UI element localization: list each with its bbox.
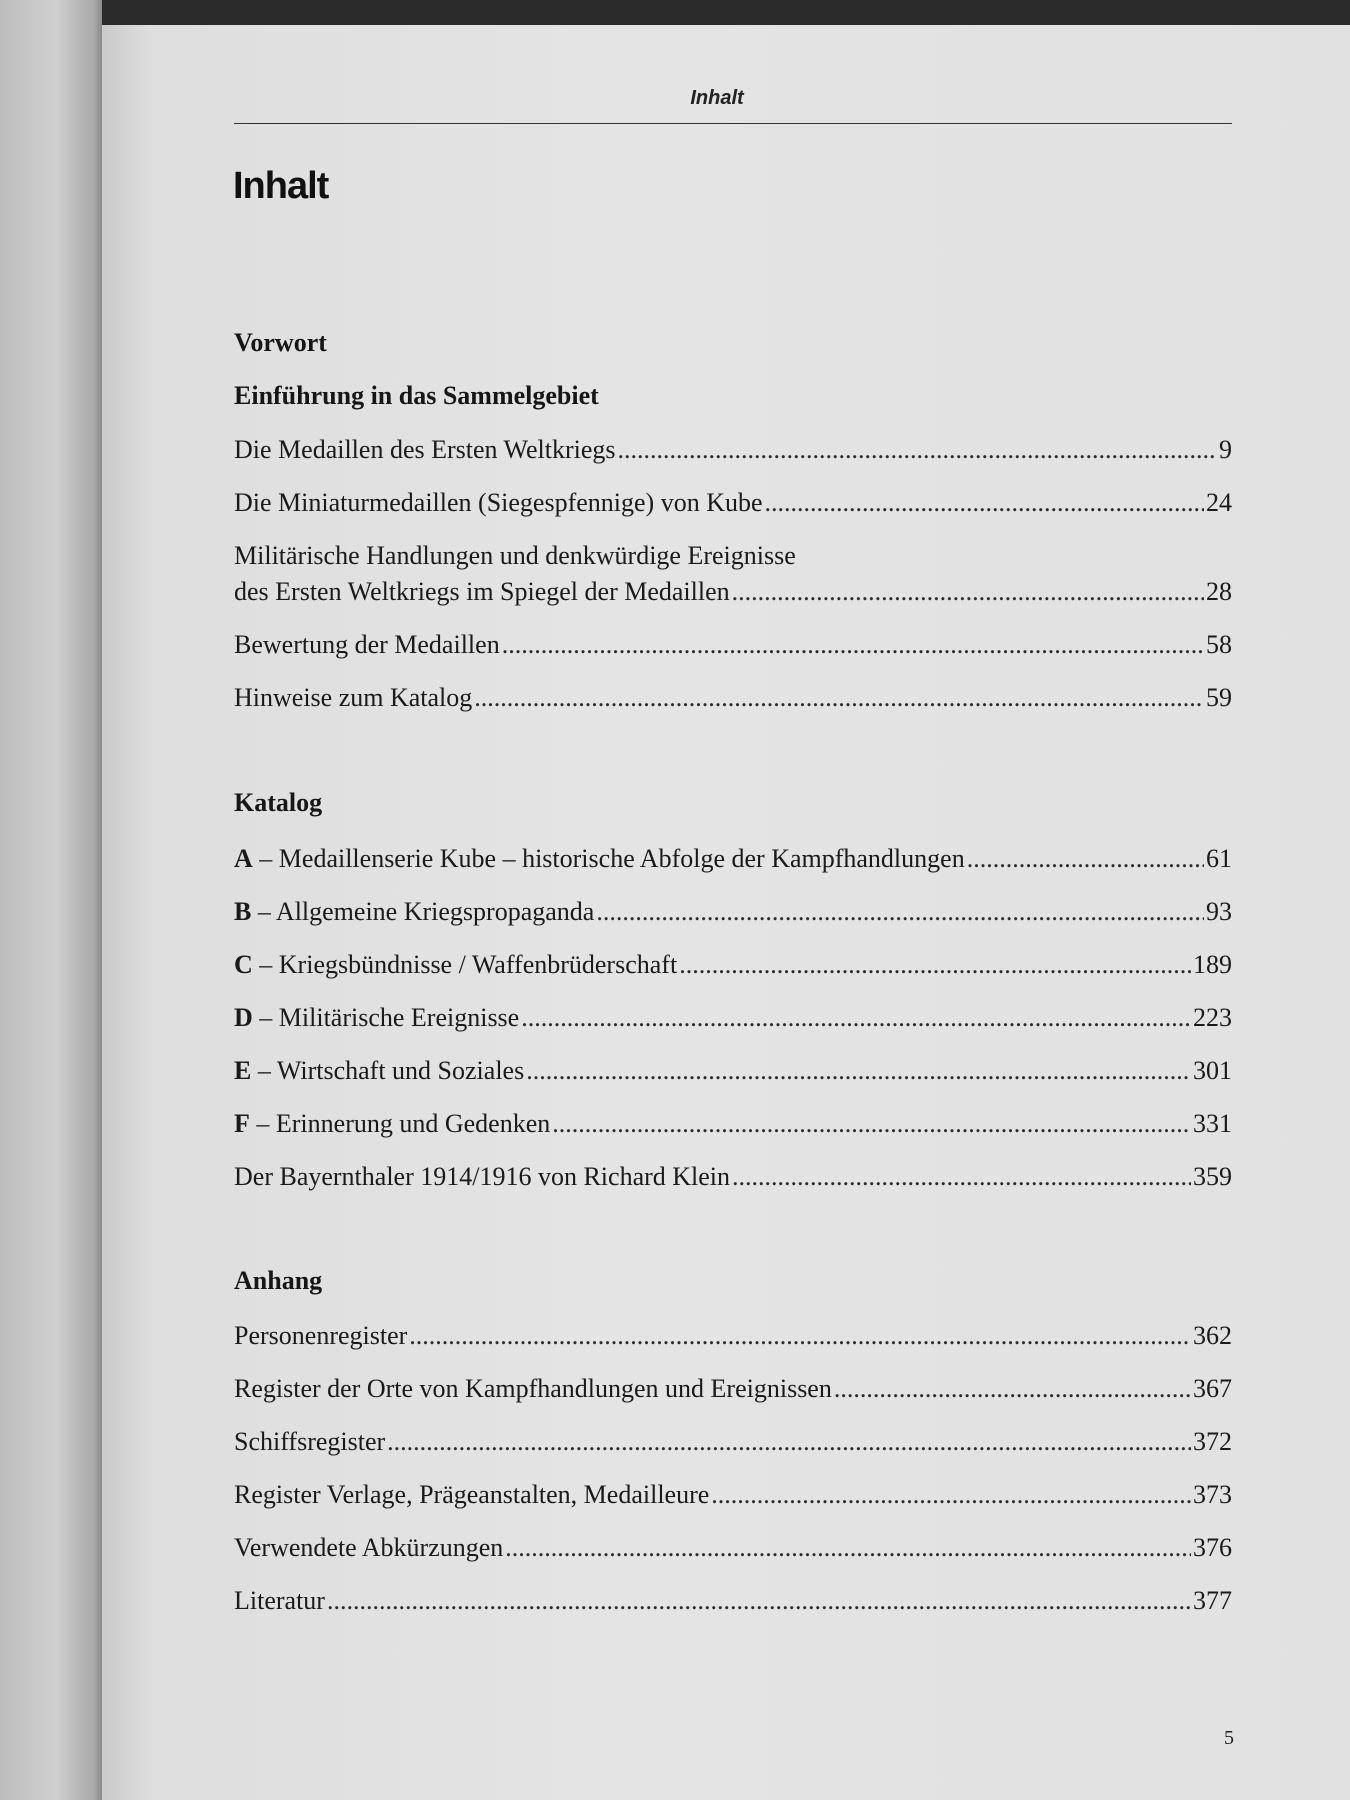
toc-entry	[234, 680, 1232, 716]
toc-entry-page: 359	[1193, 1162, 1232, 1191]
toc-entry-page: 372	[1193, 1427, 1232, 1456]
toc-entry	[234, 1318, 1232, 1354]
toc-entry	[234, 1159, 1232, 1195]
toc-entry-page: 59	[1206, 683, 1232, 712]
leader-dots	[526, 1053, 1191, 1089]
toc-entry: B – Allgemeine Kriegspropaganda ..... 93	[234, 894, 1232, 930]
toc-entry-page: 376	[1193, 1533, 1232, 1562]
leader-dots	[521, 1000, 1191, 1036]
catalog-letter: A	[234, 844, 253, 873]
catalog-letter: D	[234, 1003, 253, 1032]
toc-entry-title: Die Medaillen des Ersten Weltkriegs	[234, 435, 616, 464]
toc-entry-page: 331	[1193, 1109, 1232, 1138]
toc-entry-title: Militärische Ereignisse	[278, 1003, 520, 1032]
section-vorwort: Vorwort	[234, 328, 327, 357]
leader-dots	[409, 1318, 1191, 1354]
section-anhang: Anhang	[234, 1266, 323, 1295]
toc-entry-page: 9	[1219, 435, 1232, 464]
section-katalog: Katalog	[234, 788, 323, 817]
toc-entry-page: 377	[1193, 1586, 1232, 1615]
toc-entry-page: 301	[1193, 1056, 1232, 1085]
leader-dots	[834, 1371, 1191, 1407]
toc-entry-title: Schiffsregister	[234, 1427, 386, 1456]
toc-entry-page: 93	[1206, 897, 1232, 926]
leader-dots	[711, 1477, 1191, 1513]
toc-entry	[234, 538, 1232, 610]
toc-entry	[234, 1530, 1232, 1566]
toc-entry-title: Kriegsbündnisse / Waffenbrüderschaft	[278, 950, 678, 979]
toc-entry-page: 61	[1206, 844, 1232, 873]
toc-entry-page: 373	[1193, 1480, 1232, 1509]
leader-dots	[552, 1106, 1191, 1142]
toc-entry-title: Personenregister	[234, 1321, 408, 1350]
toc-entry-page: 223	[1193, 1003, 1232, 1032]
toc-entry	[234, 627, 1232, 663]
toc-entry: A – Medaillenserie Kube – historische Abfolge der Kampfhandlungen ..... 61	[234, 841, 1232, 877]
toc-entry	[234, 1424, 1232, 1460]
leader-dots	[732, 1159, 1191, 1195]
toc-entry-title: Medaillenserie Kube – historische Abfolge der Kampfhandlungen	[278, 844, 965, 873]
leader-dots	[679, 947, 1191, 983]
leader-dots	[474, 680, 1204, 716]
toc-entry: D – Militärische Ereignisse ..... 223	[234, 1000, 1232, 1036]
catalog-letter: F	[234, 1109, 250, 1138]
header-rule	[234, 123, 1232, 124]
toc-entry-page: 24	[1206, 488, 1232, 517]
toc-entry-title: Bewertung der Medaillen	[234, 630, 500, 659]
leader-dots	[618, 432, 1217, 468]
toc-entry-title-line1: Militärische Handlungen und denkwürdige Ereignisse	[234, 541, 796, 570]
catalog-letter: E	[234, 1056, 252, 1085]
toc-entry-title: des Ersten Weltkriegs im Spiegel der Medaillen	[234, 577, 730, 606]
section-einfuehrung: Einführung in das Sammelgebiet	[234, 381, 599, 410]
page-number: 5	[1224, 1727, 1234, 1749]
leader-dots	[765, 485, 1204, 521]
toc-entry	[234, 432, 1232, 468]
toc-entry-title: Hinweise zum Katalog	[234, 683, 473, 712]
toc-entry-title: Verwendete Abkürzungen	[234, 1533, 504, 1562]
toc-entry-page: 58	[1206, 630, 1232, 659]
toc-entry-title: Register Verlage, Prägeanstalten, Medailleure	[234, 1480, 710, 1509]
toc-entry-title: Erinnerung und Gedenken	[275, 1109, 551, 1138]
toc-entry-page: 189	[1193, 950, 1232, 979]
toc-entry	[234, 485, 1232, 521]
toc-entry-title: Allgemeine Kriegspropaganda	[275, 897, 595, 926]
page-title: Inhalt	[233, 165, 329, 207]
toc-entry	[234, 1583, 1232, 1619]
catalog-letter: C	[234, 950, 253, 979]
leader-dots	[502, 627, 1204, 663]
toc-entry: C – Kriegsbündnisse / Waffenbrüderschaft ..... 189	[234, 947, 1232, 983]
toc-entry-title: Wirtschaft und Soziales	[276, 1056, 525, 1085]
toc-entry-page: 362	[1193, 1321, 1232, 1350]
toc-entry-title: Literatur	[234, 1586, 325, 1615]
facing-page	[0, 0, 102, 1800]
leader-dots	[327, 1583, 1191, 1619]
toc-entry-title: Register der Orte von Kampfhandlungen und Ereignissen	[234, 1374, 832, 1403]
leader-dots	[387, 1424, 1191, 1460]
running-head: Inhalt	[690, 87, 744, 109]
toc-entry-title: Der Bayernthaler 1914/1916 von Richard Klein	[234, 1162, 731, 1191]
toc-entry	[234, 1477, 1232, 1513]
toc-entry: F – Erinnerung und Gedenken ..... 331	[234, 1106, 1232, 1142]
toc-entry: E – Wirtschaft und Soziales ..... 301	[234, 1053, 1232, 1089]
leader-dots	[505, 1530, 1191, 1566]
catalog-letter: B	[234, 897, 252, 926]
leader-dots	[967, 841, 1204, 877]
leader-dots	[596, 894, 1204, 930]
leader-dots	[732, 574, 1204, 610]
toc-entry-title: Die Miniaturmedaillen (Siegespfennige) von Kube	[234, 488, 763, 517]
toc-entry-page: 28	[1206, 577, 1232, 606]
toc-entry	[234, 1371, 1232, 1407]
toc-entry-page: 367	[1193, 1374, 1232, 1403]
